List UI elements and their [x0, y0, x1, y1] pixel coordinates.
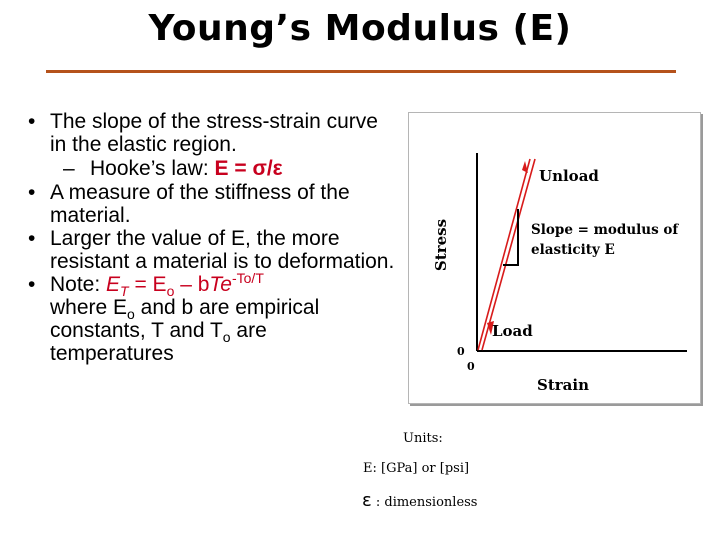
bullet-text: The slope of the stress-strain curve in the elastic region.	[50, 110, 378, 156]
slide-title: Young’s Modulus (E)	[148, 8, 572, 49]
hooke-formula: E = σ/ε	[214, 157, 283, 180]
note-formula: $E_T = E_o - bTe^{-To/T}$	[106, 270, 264, 300]
bullet-larger	[24, 227, 396, 273]
sub-bullet-hooke	[24, 157, 396, 180]
bullet-note	[24, 270, 396, 365]
slope-label-line2: elasticity E	[531, 242, 615, 258]
stress-strain-diagram	[408, 112, 701, 404]
bullet-stiffness	[24, 181, 396, 227]
bullet-text: A measure of the stiffness of the material.	[50, 181, 350, 227]
title-underline	[46, 70, 676, 73]
stress-strain-svg	[409, 113, 700, 403]
units-e: E: [GPa] or [psi]	[363, 461, 470, 476]
bullet-text: Larger the value of E, the more resistant a material is to deformation.	[50, 227, 395, 273]
note-prefix: Note:	[50, 273, 107, 296]
origin-x-label: 0	[467, 360, 475, 373]
bullet-list	[24, 110, 396, 365]
bullet-dot: •	[28, 273, 36, 296]
slope-label-line1: Slope = modulus of	[531, 222, 679, 238]
bullet-dot: •	[28, 110, 36, 133]
y-axis-label: Stress	[432, 218, 450, 272]
x-axis-label: Strain	[537, 376, 589, 394]
bullet-dot: •	[28, 181, 36, 204]
unload-label: Unload	[539, 167, 599, 185]
units-epsilon: ε : dimensionless	[362, 490, 478, 511]
sub-bullet-dash: –	[63, 157, 75, 180]
note-explanation: where $E_o$ and b are empirical constants, T and $T_o$ are temperatures	[50, 296, 320, 365]
units-title: Units:	[403, 431, 443, 446]
bullet-dot: •	[28, 227, 36, 250]
sub-bullet-text: Hooke’s law:	[90, 157, 215, 180]
bullet-slope	[24, 110, 396, 156]
load-label: Load	[492, 322, 533, 340]
origin-y-label: 0	[457, 345, 465, 358]
